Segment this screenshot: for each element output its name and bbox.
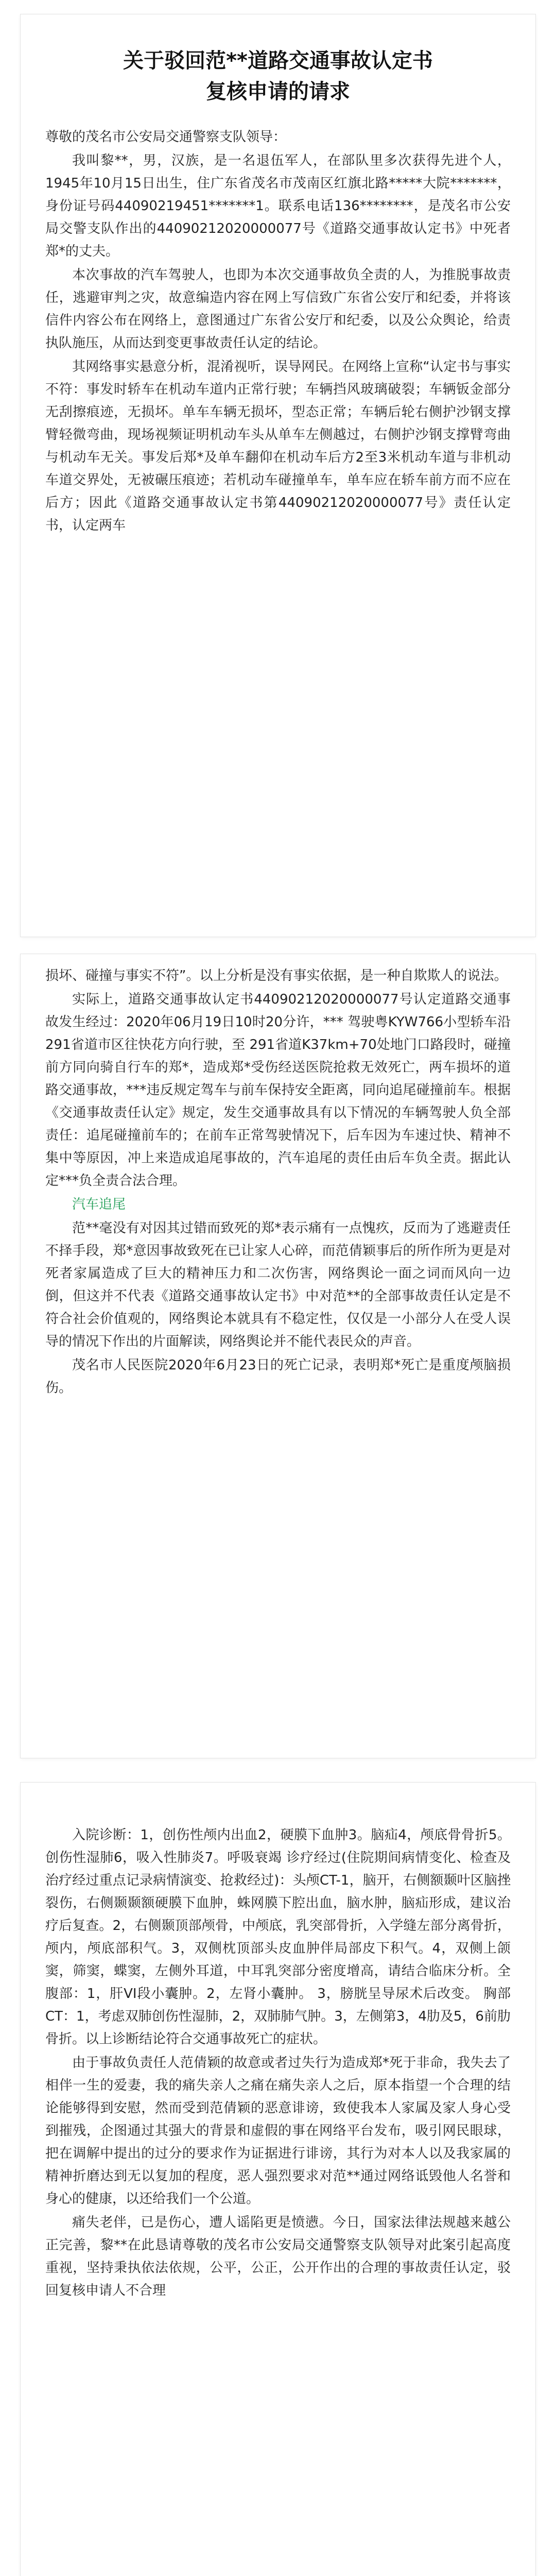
- paragraph-grief: 由于事故负责任人范倩颖的故意或者过失行为造成郑*死于非命，我失去了相伴一生的爱妻，我的痛失亲人之痛在痛失亲人之后，原本指望一个合理的结论能够得到安慰，然而受到范倩颖的恶意诽谤，致使我本人家属及家人身心受到摧残，企图通过其强大的背景和虚假的事在网络平台发布，吸引网民眼球，把在调解中提出的过分的要求作为证据进行诽谤，其行为对本人以及我家属的精神折磨达到无以复加的程度，恶人强烈要求对范**通过网络诋毁他人名誉和身心的健康，以还给我们一个公道。: [45, 2055, 511, 2207]
- paragraph-background: 本次事故的汽车驾驶人，也即为本次交通事故负全责的人，为推脱事故责任，逃避审判之灾，故意编造内容在网上写信致广东省公安厅和纪委，并将该信件内容公布在网络上，意图通过广东省公安厅和纪委，以及公众舆论，给责执队施压，从而达到变更事故责任认定的结论。: [45, 267, 511, 351]
- title-line-2: 复核申请的请求: [206, 80, 350, 104]
- document-page-3: [21, 1783, 535, 2576]
- document-title: [45, 45, 511, 107]
- paragraph-introduction: 我叫黎**，男，汉族，是一名退伍军人，在部队里多次获得先进个人，1945年10月15日出生，住广东省茂名市茂南区红旗北路*****大院*******，身份证号码44090219451*******1。联系电话136********，是茂名市公安局交警支队作出的44090212020000077号《道路交通事故认定书》中死者郑*的丈夫。: [45, 153, 511, 259]
- paragraph-request: 痛失老伴，已是伤心，遭人谣陷更是愤懑。今日，国家法律法规越来越公正完善，黎**在此恳请尊敬的茂名市公安局交通警察支队领导对此案引起高度重视，坚持秉执依法依规，公平，公正，公开作出的合理的事故责任认定，驳回复核申请人不合理: [45, 2215, 511, 2298]
- document-page-2: [21, 954, 535, 1758]
- paragraph-claims-continued: 损坏、碰撞与事实不符”。以上分析是没有事实依据，是一种自欺欺人的说法。: [45, 968, 508, 984]
- greeting: 尊敬的茂名市公安局交通警察支队领导：: [45, 129, 287, 145]
- document-page-1: [21, 14, 535, 937]
- paragraph-responsibility: 范**毫没有对因其过错而致死的郑*表示痛有一点愧疚，反而为了逃避责任不择手段，郑*意因事故致死在已让家人心碎，而范倩颖事后的所作所为更是对死者家属造成了巨大的精神压力和二次伤害，网络舆论一面之词而风向一边倒，但这并不代表《道路交通事故认定书》中对范**的全部事故责任认定是不符合社会价值观的，网络舆论本就具有不稳定性，仅仅是一小部分人在受人误导的情况下作出的片面解读，网络舆论并不能代表民众的声音。: [45, 1221, 511, 1349]
- accident-facts-text: 实际上，道路交通事故认定书44090212020000077号认定道路交通事故发生经过：2020年06月19日10时20分许，*** 驾驶粤KYW766小型轿车沿291省道市区往快花方向行驶，至 291省道K37km+70处地门口路段时，碰撞前方同向骑自行车的郑*，造成郑*受伤经送医院抢救无效死亡，两车损坏的道路交通事故，***违反规定驾车与前车保持安全距离，同向追尾碰撞前车。根据《交通事故责任认定》规定，发生交通事故具有以下情况的车辆驾驶人负全部责任：追尾碰撞前车的；在前车正常驾驶情况下，后车因为车速过快、精神不集中等原因，冲上来造成追尾事故的，汽车追尾的责任由后车负全责。据此认定***负全责合法合理。: [45, 992, 511, 1189]
- title-line-1: 关于驳回范**道路交通事故认定书: [123, 49, 433, 73]
- paragraph-online-claims: 其网络事实悬意分析，混淆视听，误导网民。在网络上宣称“认定书与事实不符：事发时轿车在机动车道内正常行驶；车辆挡风玻璃破裂；车辆钣金部分无刮擦痕迹，无损坏。单车车辆无损坏，型态正常；车辆后轮右侧护沙钢支撑臂轻微弯曲，现场视频证明机动车头从单车左侧越过，右侧护沙钢支撑臂弯曲与机动车无关。事发后郑*及单车翻仰在机动车后方2至3米机动车道与非机动车道交界处，无被碾压痕迹；若机动车碰撞单车，单车应在轿车前方而不应在后方；因此《道路交通事故认定书第44090212020000077号》责任认定书，认定两车: [45, 359, 511, 533]
- paragraph-accident-facts: [45, 988, 511, 1192]
- paragraph-death-record: 茂名市人民医院2020年6月23日的死亡记录，表明郑*死亡是重度颅脑损伤。: [45, 1358, 511, 1396]
- paragraph-diagnosis: 入院诊断：1，创伤性颅内出血2，硬膜下血肿3。脑疝4，颅底骨骨折5。创伤性湿肺6，吸入性肺炎7。呼吸衰竭 诊疗经过(住院期间病情变化、检查及治疗经过重点记录病情演变、抢救经过)：头颅CT-1，脑开，右侧额颞叶区脑挫裂伤，右侧颞颞额硬膜下血肿，蛛网膜下腔出血，脑水肿，脑疝形成，建议治疗后复查。2，右侧颞顶部颅骨，中颅底，乳突部骨折，入学缝左部分离骨折，颅内，颅底部积气。3，双侧枕顶部头皮血肿伴局部皮下积气。4，双侧上颌窦，筛窦，蝶窦，左侧外耳道，中耳乳突部分密度增高，请结合临床分析。全腹部：1，肝VI段小囊肿。2，左肾小囊肿。 3，膀胱呈导尿术后改变。 胸部CT：1，考虑双肺创伤性湿肺，2，双肺肺气肿。3，左侧第3，4肋及5，6前肋骨折。以上诊断结论符合交通事故死亡的症状。: [45, 1827, 511, 2047]
- highlighted-term: 汽车追尾: [72, 1197, 126, 1212]
- paragraph-highlight-term: [45, 1193, 511, 1216]
